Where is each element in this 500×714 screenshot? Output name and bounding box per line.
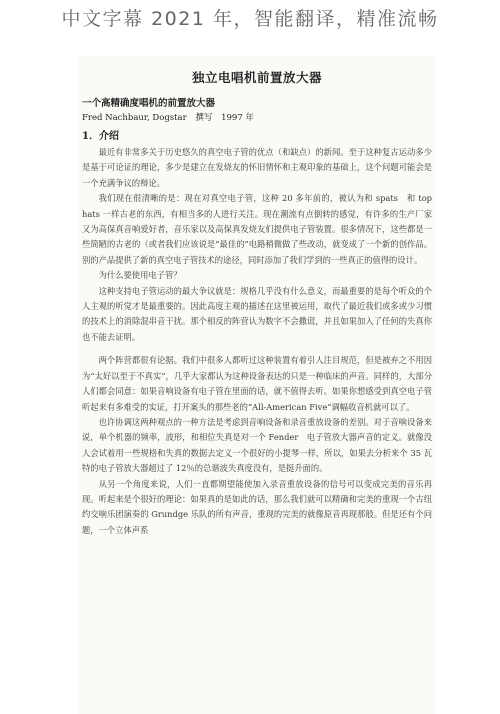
paragraph: 最近有非常多关于历史悠久的真空电子管的优点（和缺点）的新闻。至于这种复古运动多少是基于可论证的理论，多少是建立在发烧友的怀旧情怀和主观印象的基础上，这个问题可能会是一个充满争议的辩论。 (82, 147, 432, 188)
watermark-banner: 中文字幕 2021 年，智能翻译，精准流畅 (0, 0, 500, 38)
publication-year: 1997 年 (221, 113, 254, 123)
paragraph: 从另一个角度来说，人们一直都期望能使加入录音重放设备的信号可以变成完美的音乐再现。听起来是个很好的理论：如果真的是如此的话，那么我们就可以精确和完美的重现一个古纽约交响乐团演奏的 Grundge 乐队的所有声音，重现的完美的就像原音再现那般。但是还有个问题，一个立体声系 (82, 478, 432, 535)
author-line (82, 111, 432, 123)
section-heading: 1．介绍 (82, 131, 119, 142)
paragraph: 也许协调这两种观点的一种方法是考虑到音响设备和录音重放设备的差别。对于音响设备来说，单个机器的频率，波形，和相位失真是对一个 Fender 电子管放大器声音的定义。就像没人会试着用一些规格和失真的数据去定义一个很好的小提琴一样，所以，如果去分析来个 35 瓦特的电子管放大器超过了 12％的总谐波失真度没有，是挺升面的。 (82, 416, 432, 474)
document-title: 独立电唱机前置放大器 (191, 70, 322, 85)
scanned-document (78, 56, 441, 714)
question-heading: 为什么要使用电子管？ (98, 270, 182, 281)
paragraph: 这种支持电子管运动的最大争议就是：规格几乎没有什么意义，而最重要的是每个听众的个人主观的听觉才是最重要的。因此高度主观的描述在这里被运用，取代了最近我们或多或少习惯的技术上的消除混串音干扰。那个相反的阵营认为数字不会撒谎，并且如果加入了任何的失真你也不能去证明。 (82, 285, 432, 342)
paragraph: 两个阵营都很有论据。我们中很多人都听过这种装置有着引人注目规范，但是被弃之不用因为“太好以至于不真实”，几乎大家都认为这种设备表达的只是一种临床的声音。同样的，大部分人们都会同意：如果音响设备有电子管在里面的话，就不值得去听。如果你想感受到真空电子管听起来有多难受的实证，打开案头的那些老的“All-American Five”调幅收音机就可以了。 (82, 355, 432, 412)
author-role: 撰写 (195, 113, 213, 123)
document-subtitle: 一个高精确度唱机的前置放大器 (82, 98, 216, 109)
author-names: Fred Nachbaur, Dogstar (82, 113, 187, 123)
paragraph-gap (82, 345, 432, 353)
paragraph: 我们现在很清晰的是：现在对真空电子管，这种 20 多年前的，被认为和 spats 和 top hats 一样古老的东西，有相当多的人进行关注。现在潮流有点倒转的感觉，有许多的生产厂家又为高保真音响爱好者，音乐家以及高保真发烧友们提供电子管装置。很多情况下，这些都是一些简陋的古老的（或者我们应该说是“最佳的”电路稍微做了些改动，就变成了一个新的创作品。别的产品提供了新的真空电子管技术的途径，同时添加了我们学到的一些真正的值得的设计。 (82, 193, 441, 265)
